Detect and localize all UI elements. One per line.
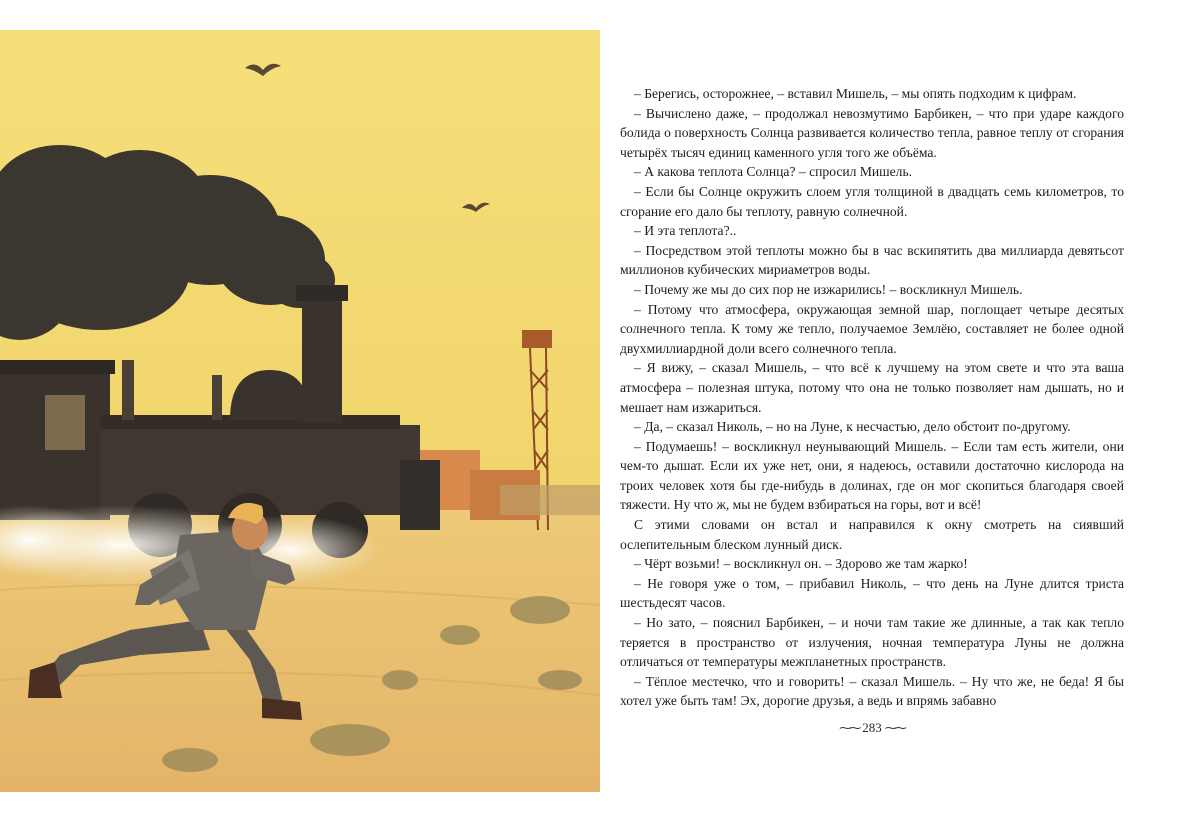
paragraph: – Вычислено даже, – продолжал невозмутимо Барбикен, – что при ударе каждого болида о поверхность Солнца развивается количество тепла, равное теплу от сгорания четырёх тысяч единиц каменного угля того же объёма.	[620, 105, 1124, 160]
page-number-block	[620, 720, 1124, 736]
flourish-right-icon: ⁓⁓	[884, 720, 905, 735]
paragraph: – А какова теплота Солнца? – спросил Мишель.	[634, 164, 913, 180]
paragraph: – Посредством этой теплоты можно бы в час вскипятить два миллиарда девятьсот миллионов кубических мириаметров воды.	[620, 242, 1124, 278]
paragraph: С этими словами он встал и направился к окну смотреть на сиявший ослепительным блеском лунный диск.	[620, 517, 1124, 552]
page-number: 283	[862, 720, 882, 735]
illustration-locomotive-running-man	[0, 30, 600, 792]
paragraph: – Подумаешь! – воскликнул неунывающий Мишель. – Если там есть жители, они чем-то дышат. Если их уже нет, они, я надеюсь, оставили достаточно кислорода на троих человек хотя бы где-нибудь в долинах, где он мог скопиться благодаря своей тяжести. Ну что ж, мы не будем взбираться на горы, вот и всё!	[620, 438, 1124, 513]
paragraph: – Чёрт возьми! – воскликнул он. – Здорово же там жарко!	[634, 556, 968, 572]
paragraph: – Потому что атмосфера, окружающая земной шар, поглощает четыре десятых солнечного тепла. К тому же тепло, получаемое Землёю, составляет не более одной двухмиллиардной доли всего солнечного тепла.	[620, 301, 1124, 356]
paragraph: – Если бы Солнце окружить слоем угля толщиной в двадцать семь километров, то сгорание его дало бы теплоту, равную солнечной.	[620, 183, 1124, 219]
paragraph: – Почему же мы до сих пор не изжарились! – воскликнул Мишель.	[634, 281, 1023, 297]
paragraph: – Но зато, – пояснил Барбикен, – и ночи там такие же длинные, а так как тепло теряется в пространство от излучения, ночная температура Луны не должна отличаться от температуры межпланетных пространств.	[620, 615, 1124, 670]
paragraph: – Не говоря уже о том, – прибавил Николь, – что день на Луне длится триста шестьдесят часов.	[620, 575, 1124, 611]
paragraph: – И эта теплота?..	[634, 223, 737, 239]
text-column	[620, 84, 1124, 711]
paragraph: – Да, – сказал Николь, – но на Луне, к несчастью, дело обстоит по-другому.	[634, 419, 1071, 435]
paragraph: – Тёплое местечко, что и говорить! – сказал Мишель. – Ну что же, не беда! Я бы хотел уже быть там! Эх, дорогие друзья, а ведь и впрямь забавно	[620, 673, 1124, 709]
flourish-left-icon: ⁓⁓	[839, 720, 860, 735]
paragraph: – Берегись, осторожнее, – вставил Мишель, – мы опять подходим к цифрам.	[634, 86, 1077, 101]
illustration-art	[0, 30, 600, 792]
paragraph: – Я вижу, – сказал Мишель, – что всё к лучшему на этом свете и что эта ваша атмосфера – полезная штука, потому что она не только позволяет нам дышать, но и мешает нам изжариться.	[620, 360, 1124, 415]
